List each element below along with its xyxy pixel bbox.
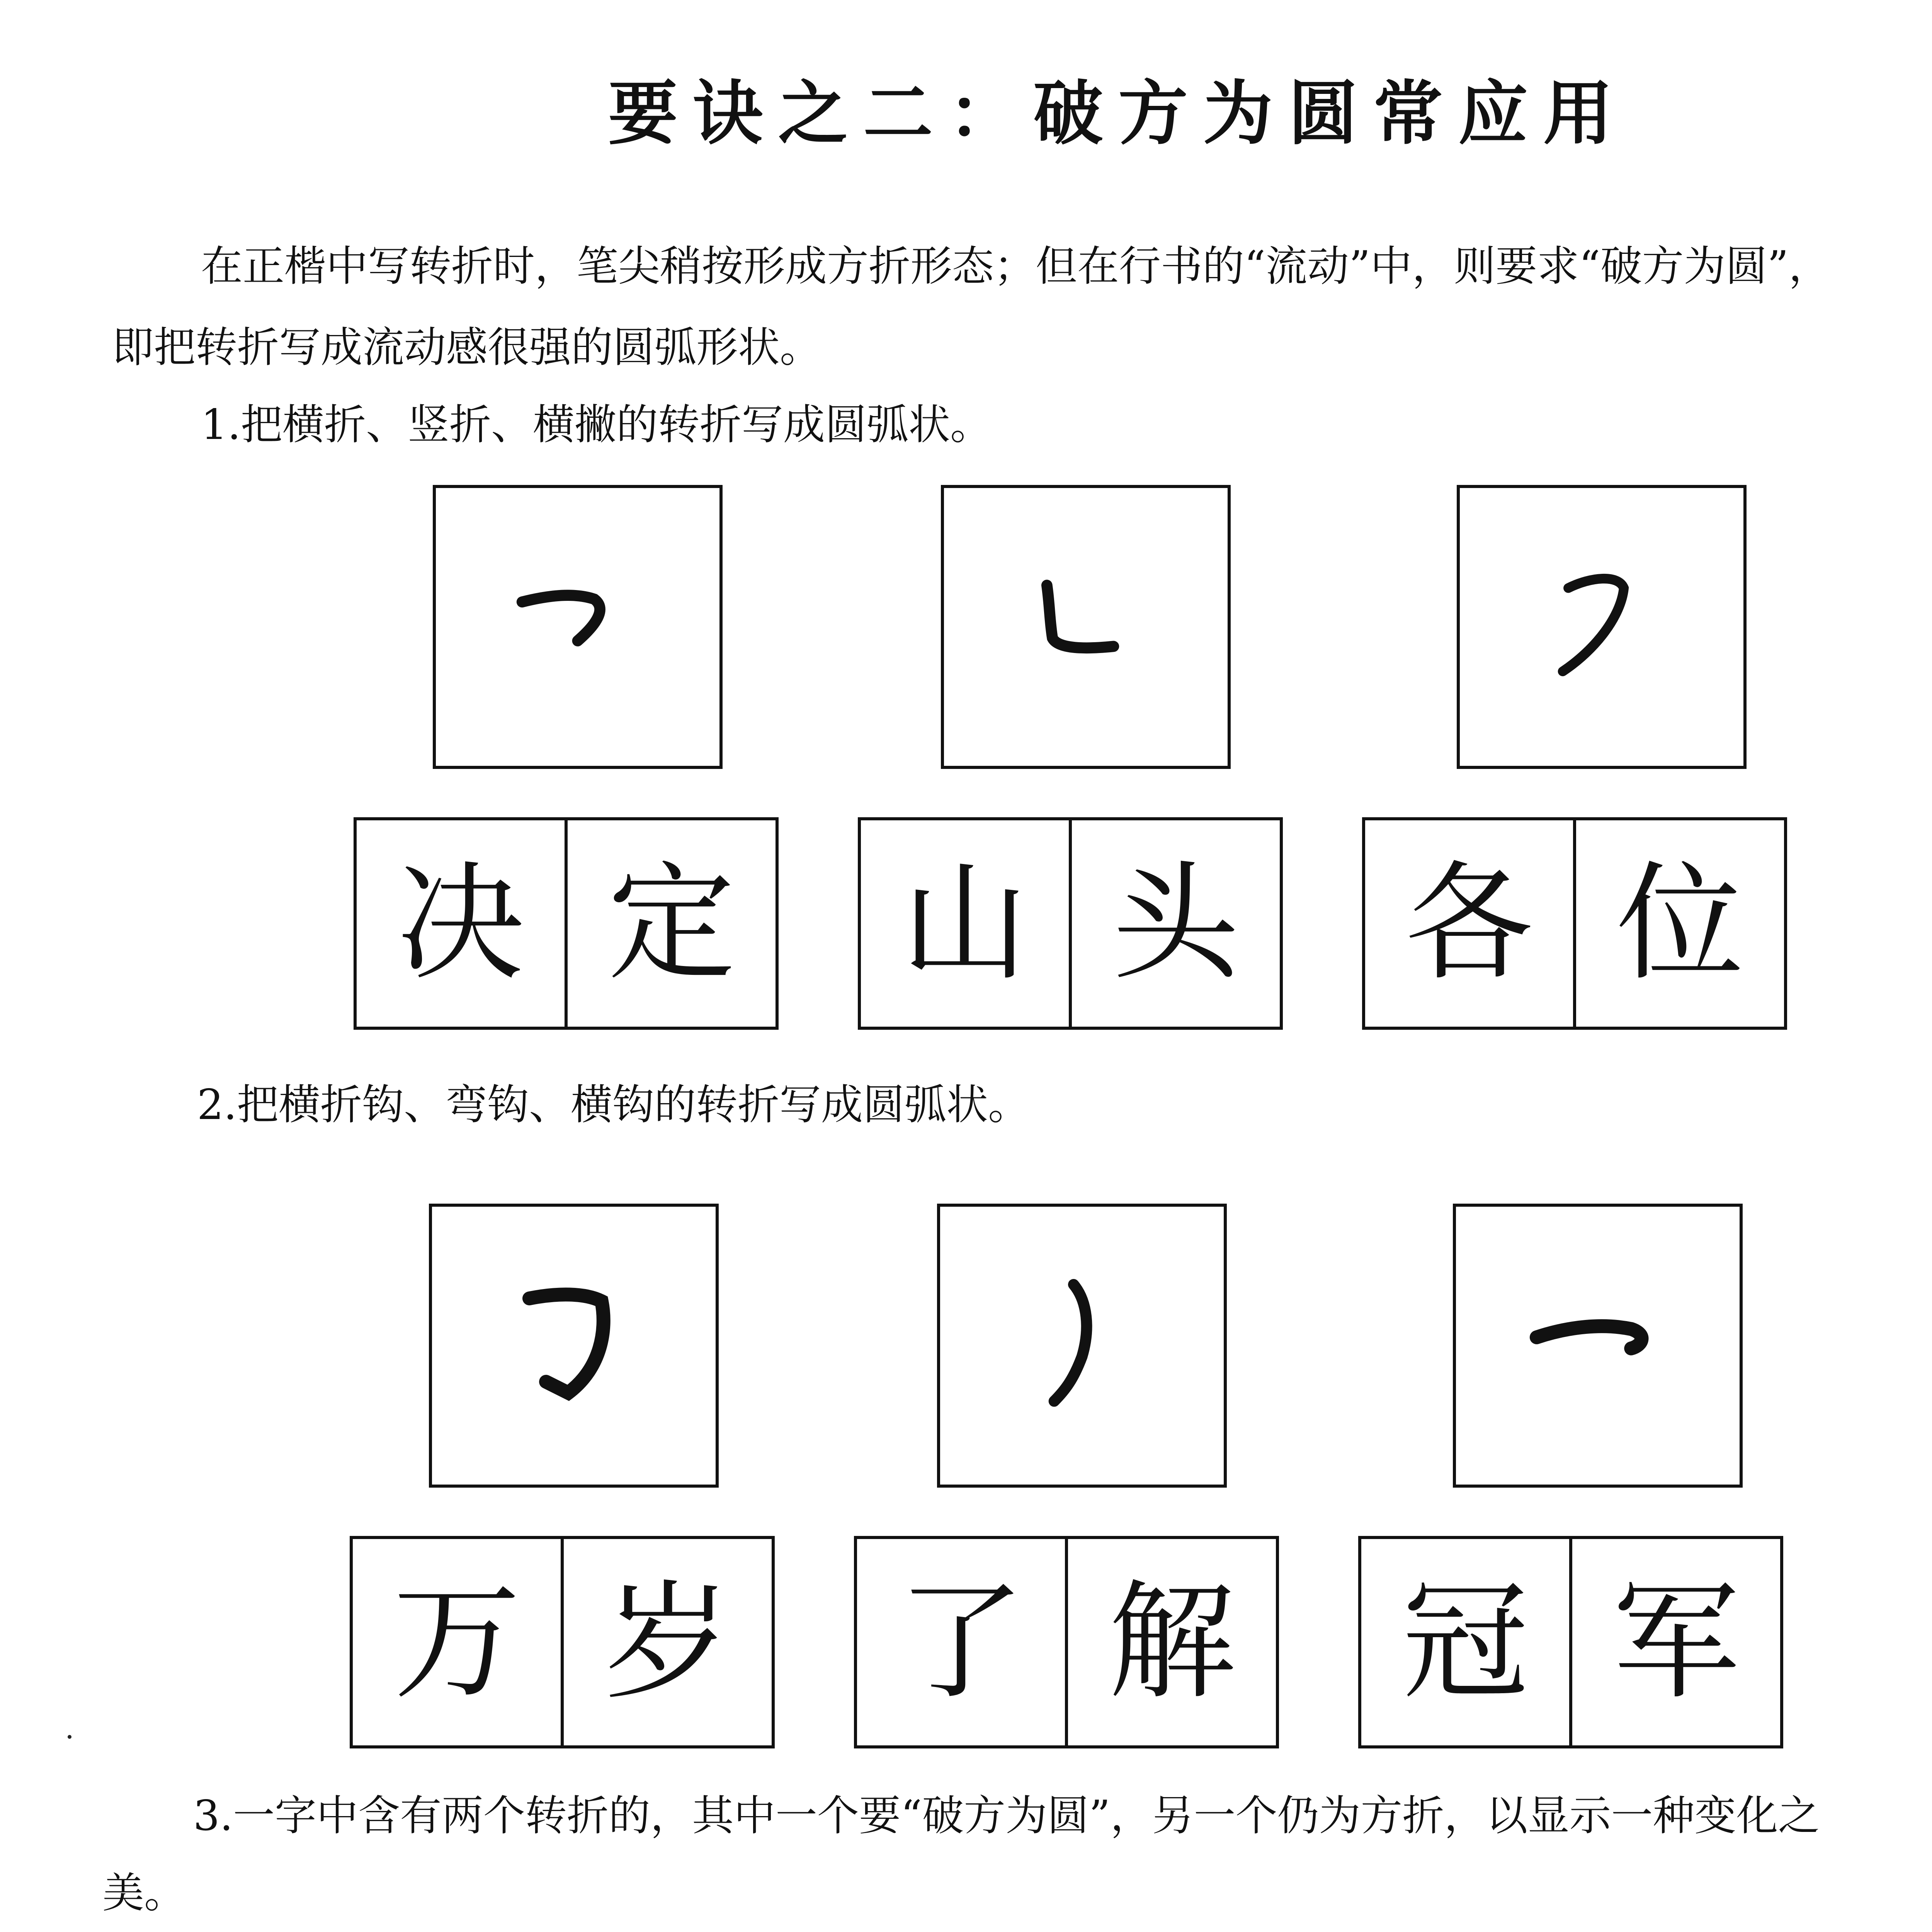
intro-line-2: 即把转折写成流动感很强的圆弧形状。 <box>112 323 822 372</box>
section-3-line-2: 美。 <box>102 1869 186 1917</box>
example-pair-wan-sui <box>350 1536 775 1748</box>
example-char: 位 <box>1573 820 1784 1027</box>
heng-gou-stroke-icon <box>1456 1207 1740 1485</box>
wan-gou-stroke-icon <box>940 1207 1224 1485</box>
example-char: 岁 <box>561 1539 772 1745</box>
example-char: 冠 <box>1401 1568 1529 1716</box>
intro-line-1: 在正楷中写转折时，笔尖稍按形成方折形态；但在行书的“流动”中，则要求“破方为圆”， <box>201 242 1830 291</box>
heng-gou-stroke-box <box>1453 1204 1743 1488</box>
section-3-line-1: 3.一字中含有两个转折的，其中一个要“破方为圆”，另一个仍为方折，以显示一种变化之 <box>193 1792 1820 1840</box>
section-2-heading: 2.把横折钩、弯钩、横钩的转折写成圆弧状。 <box>197 1081 1030 1129</box>
shu-zhe-stroke-icon <box>944 488 1228 766</box>
heng-pie-stroke-box <box>1457 485 1747 769</box>
wan-gou-stroke-box <box>937 1204 1227 1488</box>
example-char: 万 <box>393 1568 520 1716</box>
section-1-heading: 1.把横折、竖折、横撇的转折写成圆弧状。 <box>201 401 992 449</box>
heng-pie-stroke-icon <box>1460 488 1743 766</box>
example-char: 各 <box>1405 849 1533 998</box>
example-char: 军 <box>1569 1539 1780 1745</box>
heng-zhe-stroke-box <box>433 485 723 769</box>
heng-zhe-stroke-icon <box>436 488 719 766</box>
example-char: 解 <box>1065 1539 1276 1745</box>
heng-zhe-gou-stroke-box <box>429 1204 719 1488</box>
example-pair-ge-wei <box>1362 817 1787 1030</box>
heng-zhe-gou-stroke-icon <box>432 1207 716 1485</box>
example-char: 决 <box>397 849 524 998</box>
example-char: 定 <box>565 820 776 1027</box>
page-title: 要诀之二：破方为圆常应用 <box>608 73 1628 154</box>
example-pair-guan-jun <box>1358 1536 1783 1748</box>
example-char: 了 <box>897 1568 1025 1716</box>
shu-zhe-stroke-box <box>941 485 1231 769</box>
example-pair-shan-tou <box>858 817 1283 1030</box>
example-pair-liao-jie <box>854 1536 1279 1748</box>
example-pair-jue-ding <box>354 817 779 1030</box>
example-char: 头 <box>1069 820 1280 1027</box>
example-char: 山 <box>901 849 1029 998</box>
scan-speck <box>68 1735 71 1739</box>
